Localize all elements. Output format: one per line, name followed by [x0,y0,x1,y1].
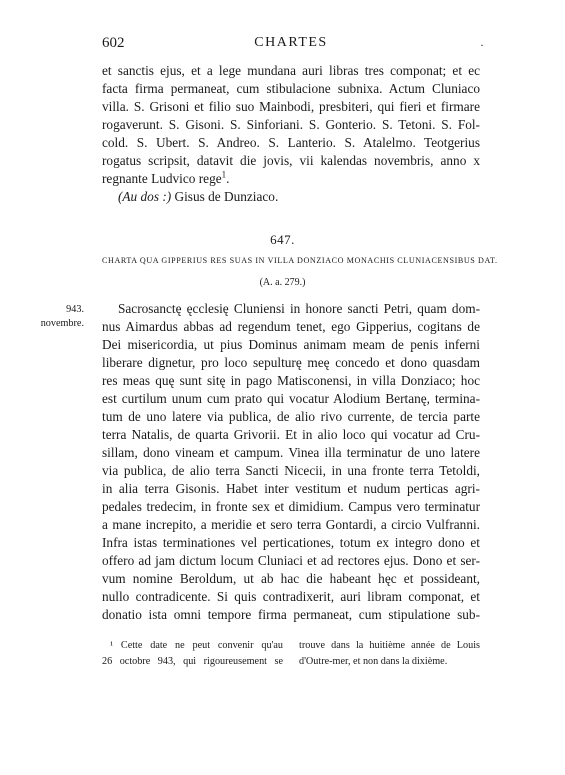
text-line: cold. S. Ubert. S. Andreo. S. Lanterio. S. Atalelmo. Teotgerius [102,135,480,150]
text-line: pedales tredecim, in fronte sex et dimidium. Campus vero terminatur [102,499,480,514]
dorse-label: (Au dos :) [118,189,172,204]
footnote-line: 26 octobre 943, qui rigoureusement se [102,656,283,667]
text-line-content: regnante Ludvico rege [102,171,222,186]
previous-charter-text [102,62,480,206]
text-line: Infra istas terminationes vel perticationes, totum ex integro dono et [102,535,480,550]
text-line: a mane increpito, a meridie et sero terra Gontardi, a circio Vulfranni. [102,517,480,532]
text-line: est curtilum unum cum prato qui vocatur Alodium Bertanę, termina- [102,391,480,406]
text-line: villa. S. Grisoni et filio suo Mainbodi, presbiteri, qui fieri et firmare [102,99,480,114]
text-line: facta firma permaneat, cum stibulacione subnixa. Actum Cluniaco [102,81,480,96]
text-line: rogatus scripsit, datavit die jovis, vii kalendas novembris, anno x [102,153,480,168]
charter-title: CHARTA QUA GIPPERIUS RES SUAS IN VILLA DONZIACO MONACHIS CLUNIACENSIBUS DAT. [102,256,498,265]
text-line: Sacrosanctę ęcclesię Cluniensi in honore sancti Petri, quam dom- [118,301,480,316]
text-line: via publica, de alio terra Sancti Nicecii, in una fronte terra Tetoldi, [102,463,480,478]
text-line: liberare dignetur, pro loco sepulturę meę concedo et dono quasdam [102,355,480,370]
footnote-reference: 1 [221,169,227,180]
footnote-column-left [102,638,283,670]
page-number: 602 [102,35,125,51]
footnote-line: d'Outre-mer, et non dans la dixième. [299,656,448,667]
text-line: rogaverunt. S. Gisoni. S. Sinforiani. S. Gonterio. S. Tetoni. S. Fol- [102,117,480,132]
header-mark: · [480,38,484,52]
text-line: vum nomine Beroldum, ut ab hac die habeant hęc et possideant, [102,571,480,586]
footnote-line: trouve dans la huitième année de Louis [299,640,480,651]
text-line: nullo contradicente. Si quis contradixerit, auri libram componat, et [102,589,480,604]
text-line: et sanctis ejus, et a lege mundana auri libras tres componat; et ec [102,63,480,78]
dorse-line [102,188,480,206]
text-line: res meas quę sunt sitę in pago Matisconensi, in villa Donziaco; hoc [102,373,480,388]
running-title: CHARTES [254,35,328,50]
text-line [102,170,480,188]
margin-date [32,303,84,331]
text-line: sillam, dono vineam et campum. Vinea illa terminatur de uno latere [102,445,480,460]
page-header [102,35,484,55]
text-line: Dei misericordia, ut pius Dominus animam meam de penis inferni [102,337,480,352]
text-line: donatio ista omni tempore firma permaneat, cum stipulatione sub- [102,607,480,622]
dorse-text: Gisus de Dunziaco. [171,189,279,204]
text-line: in alia terra Gisonis. Habet inter vestitum et nudum perticas agri- [102,481,480,496]
text-line: nus Aimardus abbas ad regendum tenet, ego Gipperius, cogitans de [102,319,480,334]
margin-month: novembre. [40,318,84,329]
charter-text [102,300,480,624]
text-line: tum de uno latere via publica, de alio rivo currente, de tercia parte [102,409,480,424]
footnote-line: ¹ Cette date ne peut convenir qu'au [110,640,283,651]
margin-year: 943. [66,304,84,315]
line-end: . [226,171,230,186]
charter-number: 647. [270,232,295,247]
text-line: offero ad jam dictum locum Cluniaci et ad rectores ejus. Dono et ser- [102,553,480,568]
charter-date: (A. a. 279.) [259,277,306,288]
text-line: terra Natalis, de quarta Grivorii. Et in alio loco qui vocatur ad Cru- [102,427,480,442]
footnote-column-right [299,638,480,670]
